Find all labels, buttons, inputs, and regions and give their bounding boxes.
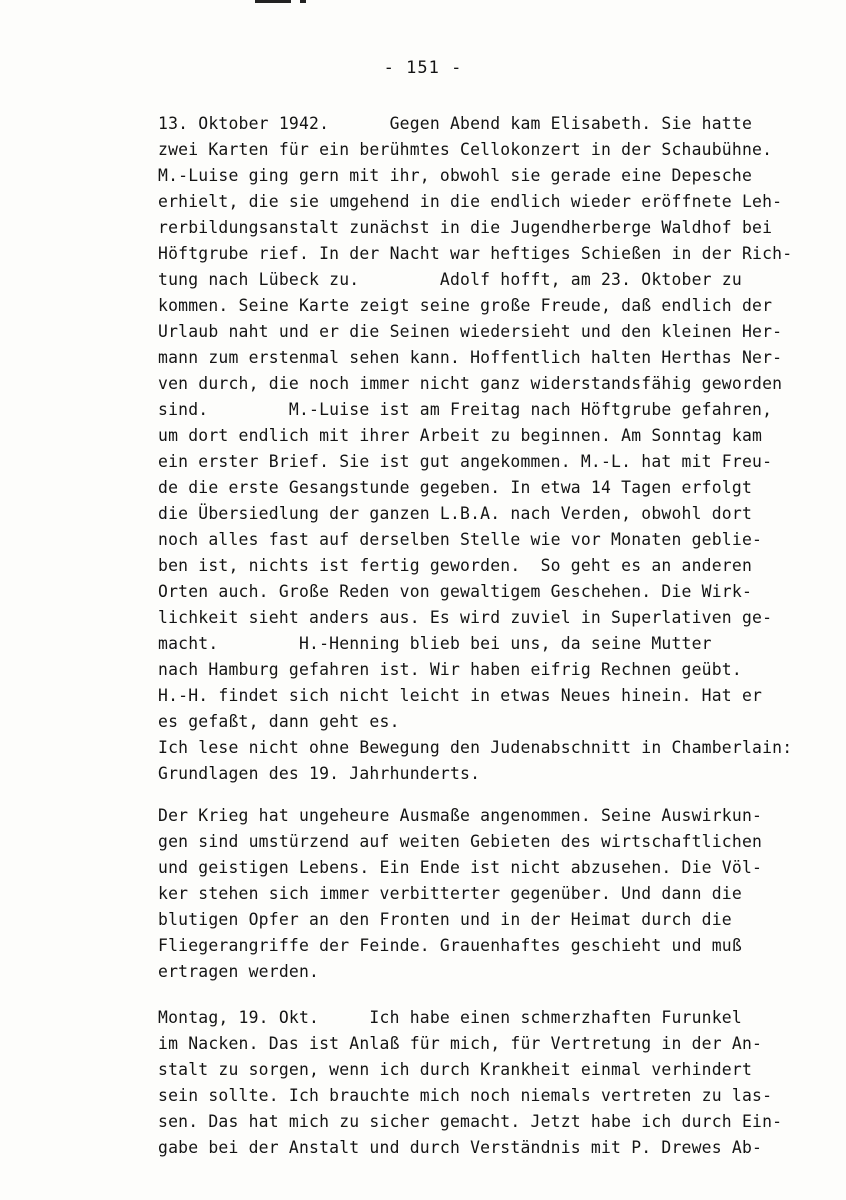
scan-edge-mark bbox=[300, 0, 306, 3]
text-line: kommen. Seine Karte zeigt seine große Freude, daß endlich der bbox=[158, 296, 773, 315]
text-line: sen. Das hat mich zu sicher gemacht. Jetzt habe ich durch Ein- bbox=[158, 1112, 783, 1131]
text-line: lichkeit sieht anders aus. Es wird zuviel in Superlativen ge- bbox=[158, 608, 773, 627]
text-line: Grundlagen des 19. Jahrhunderts. bbox=[158, 764, 481, 783]
scan-edge-mark bbox=[255, 0, 291, 3]
text-line: stalt zu sorgen, wenn ich durch Krankheit einmal verhindert bbox=[158, 1060, 753, 1079]
text-line: die Übersiedlung der ganzen L.B.A. nach Verden, obwohl dort bbox=[158, 504, 753, 523]
text-line: und geistigen Lebens. Ein Ende ist nicht abzusehen. Die Völ- bbox=[158, 858, 763, 877]
text-line: ein erster Brief. Sie ist gut angekommen. M.-L. hat mit Freu- bbox=[158, 452, 773, 471]
text-line: 13. Oktober 1942. Gegen Abend kam Elisabeth. Sie hatte bbox=[158, 114, 753, 133]
text-line: Orten auch. Große Reden von gewaltigem Geschehen. Die Wirk- bbox=[158, 582, 753, 601]
text-line: ker stehen sich immer verbitterter gegenüber. Und dann die bbox=[158, 884, 742, 903]
text-line: Urlaub naht und er die Seinen wiedersieht und den kleinen Her- bbox=[158, 322, 783, 341]
text-line: im Nacken. Das ist Anlaß für mich, für Vertretung in der An- bbox=[158, 1034, 763, 1053]
text-line: Höftgrube rief. In der Nacht war heftiges Schießen in der Rich- bbox=[158, 244, 793, 263]
text-line: ertragen werden. bbox=[158, 962, 320, 981]
text-line: Der Krieg hat ungeheure Ausmaße angenommen. Seine Auswirkun- bbox=[158, 806, 763, 825]
text-line: sind. M.-Luise ist am Freitag nach Höftgrube gefahren, bbox=[158, 400, 773, 419]
text-line: ben ist, nichts ist fertig geworden. So geht es an anderen bbox=[158, 556, 753, 575]
text-line: M.-Luise ging gern mit ihr, obwohl sie gerade eine Depesche bbox=[158, 166, 753, 185]
text-line: noch alles fast auf derselben Stelle wie vor Monaten geblie- bbox=[158, 530, 763, 549]
text-line: ven durch, die noch immer nicht ganz widerstandsfähig geworden bbox=[158, 374, 783, 393]
text-line: tung nach Lübeck zu. Adolf hofft, am 23. Oktober zu bbox=[158, 270, 742, 289]
text-line: erhielt, die sie umgehend in die endlich wieder eröffnete Leh- bbox=[158, 192, 783, 211]
text-line: es gefaßt, dann geht es. bbox=[158, 712, 400, 731]
text-line: nach Hamburg gefahren ist. Wir haben eifrig Rechnen geübt. bbox=[158, 660, 742, 679]
text-line: sein sollte. Ich brauchte mich noch niemals vertreten zu las- bbox=[158, 1086, 773, 1105]
text-line: rerbildungsanstalt zunächst in die Jugendherberge Waldhof bei bbox=[158, 218, 773, 237]
text-line: Fliegerangriffe der Feinde. Grauenhaftes geschieht und muß bbox=[158, 936, 742, 955]
text-line: gabe bei der Anstalt und durch Verständnis mit P. Drewes Ab- bbox=[158, 1138, 763, 1157]
text-line: de die erste Gesangstunde gegeben. In etwa 14 Tagen erfolgt bbox=[158, 478, 753, 497]
text-line: H.-H. findet sich nicht leicht in etwas Neues hinein. Hat er bbox=[158, 686, 763, 705]
text-line: Ich lese nicht ohne Bewegung den Judenabschnitt in Chamberlain: bbox=[158, 738, 793, 757]
text-line: um dort endlich mit ihrer Arbeit zu beginnen. Am Sonntag kam bbox=[158, 426, 763, 445]
text-line: mann zum erstenmal sehen kann. Hoffentlich halten Herthas Ner- bbox=[158, 348, 783, 367]
text-line: zwei Karten für ein berühmtes Cellokonzert in der Schaubühne. bbox=[158, 140, 773, 159]
text-line: blutigen Opfer an den Fronten und in der Heimat durch die bbox=[158, 910, 732, 929]
text-line: Montag, 19. Okt. Ich habe einen schmerzhaften Furunkel bbox=[158, 1008, 742, 1027]
text-line: gen sind umstürzend auf weiten Gebieten des wirtschaftlichen bbox=[158, 832, 763, 851]
page-number: - 151 - bbox=[383, 58, 463, 78]
text-line: macht. H.-Henning blieb bei uns, da seine Mutter bbox=[158, 634, 712, 653]
